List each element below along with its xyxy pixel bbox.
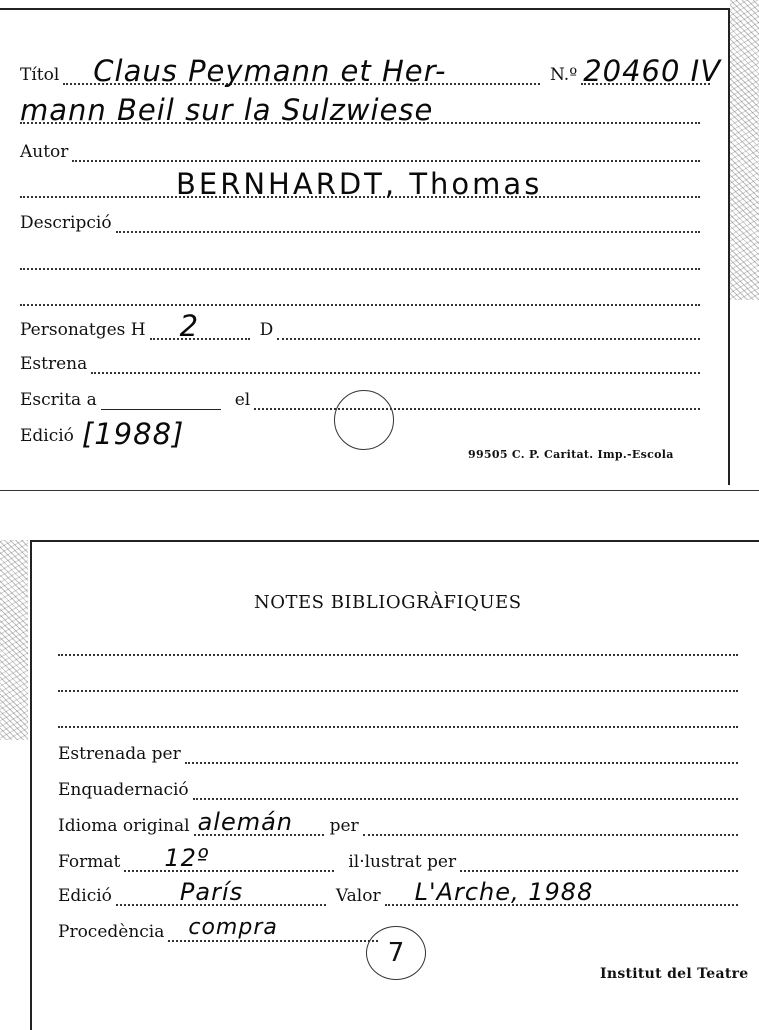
titol-row: [20, 54, 540, 88]
descripcio-row: [20, 213, 700, 233]
edicio-back-row: [58, 878, 738, 906]
edicio-row: [20, 417, 320, 451]
catalog-card-back: [30, 540, 759, 1030]
valor-label: Valor: [335, 886, 381, 906]
scan-noise-right: [730, 0, 759, 300]
escrita-el-label: el: [234, 390, 251, 410]
estrenada-label: Estrenada per: [58, 744, 181, 764]
autor-field-2: [20, 167, 700, 201]
printer-line: 99505 C. P. Caritat. Imp.-Escola: [468, 448, 674, 461]
edicio-label: Edició: [20, 426, 74, 446]
notes-line-3: [58, 708, 738, 728]
enquadernacio-label: Enquadernació: [58, 780, 189, 800]
valor-field: [385, 878, 738, 906]
numero-label: N.º: [550, 65, 578, 85]
format-value: 12º: [164, 844, 210, 872]
estrena-label: Estrena: [20, 354, 88, 374]
personatges-label: Personatges H: [20, 320, 146, 340]
idioma-per-field: [363, 816, 738, 836]
autor-field: [72, 142, 700, 162]
circular-stamp-bottom: [366, 926, 426, 980]
idioma-row: [58, 808, 738, 836]
autor-label: Autor: [20, 142, 69, 162]
procedencia-value: compra: [188, 915, 278, 940]
format-label: Format: [58, 852, 121, 872]
autor-row-2: [20, 167, 700, 201]
escrita-a-field: [101, 391, 221, 410]
estrenada-row: [58, 744, 738, 764]
format-row: [58, 844, 738, 872]
notes-line-2: [58, 672, 738, 692]
idioma-per-label: per: [329, 816, 359, 836]
notes-field-1: [58, 636, 738, 656]
enquadernacio-field: [193, 780, 738, 800]
descripcio-label: Descripció: [20, 213, 112, 233]
descripcio-row-3: [20, 286, 700, 306]
procedencia-field: [168, 915, 378, 942]
scan-noise-left: [0, 540, 28, 740]
enquadernacio-row: [58, 780, 738, 800]
estrena-row: [20, 354, 700, 374]
edicio-field: [78, 417, 208, 451]
edicio-back-value: París: [179, 878, 244, 906]
circular-stamp-top: [334, 390, 394, 450]
estrena-field: [91, 354, 700, 374]
notes-field-3: [58, 708, 738, 728]
numero-value: 20460 IV: [583, 54, 722, 88]
descripcio-field: [116, 213, 700, 233]
personatges-h-value: 2: [179, 309, 200, 343]
personatges-d-field: [277, 320, 700, 340]
stamp-number: 7: [387, 938, 405, 968]
autor-row: [20, 142, 700, 162]
illustrat-label: il·lustrat per: [348, 852, 457, 872]
titol-label: Títol: [20, 65, 60, 85]
idioma-value: alemán: [197, 808, 294, 836]
titol-value-line2: mann Beil sur la Sulzwiese: [20, 93, 434, 127]
personatges-d-label: D: [259, 320, 274, 340]
estrenada-field: [185, 744, 738, 764]
autor-value: BERNHARDT, Thomas: [176, 167, 543, 201]
escrita-el-field: [254, 390, 700, 410]
institution-name: Institut del Teatre: [600, 966, 749, 982]
personatges-row: [20, 309, 700, 343]
notes-field-2: [58, 672, 738, 692]
edicio-value: [1988]: [81, 417, 185, 451]
procedencia-row: [58, 915, 378, 942]
descripcio-field-2: [20, 250, 700, 270]
personatges-h-field: [150, 309, 250, 343]
idioma-field: [194, 808, 324, 836]
titol-field-2: [20, 93, 700, 127]
titol-field: [63, 54, 540, 88]
valor-value: L'Arche, 1988: [414, 878, 594, 906]
edicio-back-label: Edició: [58, 886, 112, 906]
numero-field: [581, 54, 722, 88]
edicio-back-field: [116, 878, 326, 906]
titol-value-line1: Claus Peymann et Her-: [93, 54, 447, 88]
escrita-label: Escrita a: [20, 390, 97, 410]
idioma-label: Idioma original: [58, 816, 190, 836]
format-field: [124, 844, 334, 872]
numero-row: [550, 54, 722, 88]
notes-line-1: [58, 636, 738, 656]
procedencia-label: Procedència: [58, 922, 165, 942]
descripcio-row-2: [20, 250, 700, 270]
titol-row-2: [20, 93, 700, 127]
card-separator: [0, 490, 759, 491]
notes-heading: NOTES BIBLIOGRÀFIQUES: [254, 592, 522, 613]
illustrat-field: [460, 852, 738, 872]
descripcio-field-3: [20, 286, 700, 306]
catalog-card-front: [0, 8, 730, 485]
